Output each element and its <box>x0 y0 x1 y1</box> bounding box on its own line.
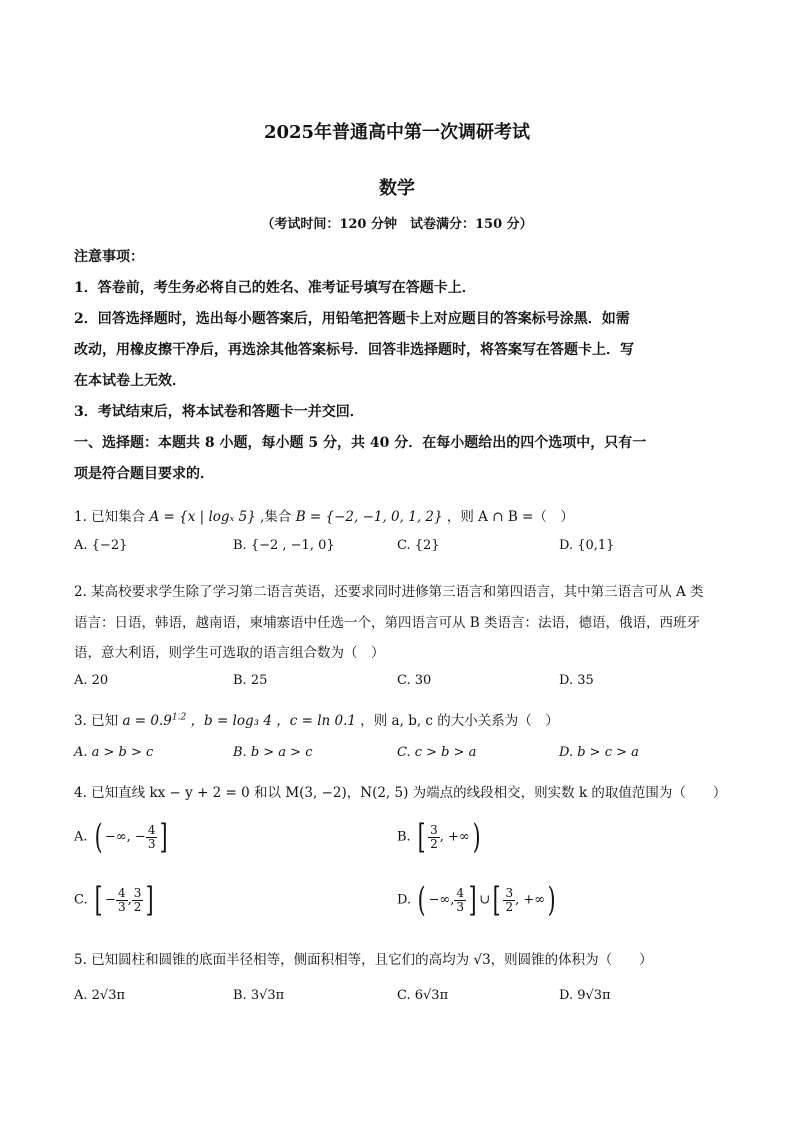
exam-title: 2025年普通高中第一次调研考试 <box>263 122 531 143</box>
q4-option-b-label: B. <box>397 829 411 845</box>
section-heading-line-1: 一、选择题：本题共 8 小题，每小题 5 分，共 40 分．在每小题给出的四个选项中，只有一 <box>74 435 647 451</box>
q4-d-fraction-1: $\frac{4}{3}$ <box>456 885 464 914</box>
left-bracket: [ <box>417 817 426 857</box>
q5-option-c: C. 6√3π <box>397 988 449 1003</box>
q5-option-d: D. 9√3π <box>559 988 611 1003</box>
q1-option-c: C. {2} <box>397 538 440 553</box>
right-bracket: ] <box>160 817 169 857</box>
question-5: 5. 已知圆柱和圆锥的底面半径相等，侧面积相等，且它们的高均为 √3，则圆锥的体积为（ ） <box>74 952 653 968</box>
q3-a-exponent: 1.2 <box>171 712 187 723</box>
q3-prefix: 3. 已知 <box>74 713 119 729</box>
q1-option-d: D. {0,1} <box>559 538 615 553</box>
left-paren: ( <box>94 817 103 857</box>
q3-a-expr: a = 0.9 <box>122 713 172 729</box>
question-1 <box>74 505 574 525</box>
q4-option-a-label: A. <box>74 829 88 845</box>
question-3 <box>74 709 559 729</box>
q4-option-c: C. [ − $\frac{4}{3}$ , $\frac{3}{2}$ ] <box>74 880 154 920</box>
note-2-line-3: 在本试卷上无效． <box>74 373 186 389</box>
q4-d-fraction-2: $\frac{3}{2}$ <box>505 885 514 914</box>
question-2-line-2: 语言：日语，韩语，越南语，柬埔寨语中任选一个，第四语言可从 B 类语言：法语，德语，俄语，西班牙 <box>74 615 701 631</box>
q1-set-b: B = {−2, −1, 0, 1, 2} <box>295 509 443 525</box>
q5-option-a: A. 2√3π <box>74 988 126 1003</box>
question-2-line-3: 语，意大利语，则学生可选取的语言组合数为（ ） <box>74 645 385 661</box>
left-paren: ( <box>417 880 426 920</box>
right-paren: ) <box>547 880 556 920</box>
q3-suffix: ，则 a, b, c 的大小关系为（ ） <box>360 713 559 729</box>
left-bracket: [ <box>94 880 103 920</box>
q1-prefix: 1. 已知集合 <box>74 509 146 525</box>
q1-suffix: ，则 A ∩ B =（ ） <box>446 509 574 525</box>
q2-option-b: B. 25 <box>233 673 268 688</box>
q1-set-a: A = {x | logₓ 5} <box>149 509 256 525</box>
left-bracket: [ <box>492 880 501 920</box>
q4-a-fraction: $\frac{4}{3}$ <box>147 822 156 851</box>
q4-option-d <box>397 880 558 920</box>
section-heading-line-2: 项是符合题目要求的． <box>74 466 214 482</box>
q4-c-fraction-2: $\frac{3}{2}$ <box>133 885 142 914</box>
note-2-line-2: 改动，用橡皮擦干净后，再选涂其他答案标号．回答非选择题时，将答案写在答题卡上．写 <box>74 342 634 358</box>
exam-time-info: （考试时间：120 分钟 试卷满分：150 分） <box>261 217 533 232</box>
q3-option-a: A. a > b > c <box>74 745 154 760</box>
q4-b-right: , +∞ <box>439 829 470 845</box>
right-bracket: ] <box>468 880 477 920</box>
q2-option-a: A. 20 <box>74 673 109 688</box>
notes-heading: 注意事项： <box>74 249 144 265</box>
right-bracket: ] <box>146 880 154 920</box>
q4-option-c-label: C. <box>74 892 88 908</box>
q3-option-c: C. c > b > a <box>397 745 477 760</box>
q2-option-c: C. 30 <box>397 673 432 688</box>
q4-b-fraction: $\frac{3}{2}$ <box>430 822 438 851</box>
q4-d-union: ∪ <box>479 892 491 908</box>
subject-title: 数学 <box>379 178 415 199</box>
q2-option-d: D. 35 <box>559 673 594 688</box>
q4-option-a <box>74 817 171 857</box>
q1-option-b: B. {−2 , −1, 0} <box>233 538 335 553</box>
question-2-line-1: 2. 某高校要求学生除了学习第二语言英语，还要求同时进修第三语言和第四语言，其中第三语言可从 A 类 <box>74 584 704 600</box>
q4-d-left: −∞, <box>428 892 455 908</box>
q4-a-left: −∞, − <box>104 829 146 845</box>
note-2-line-1: 2．回答选择题时，选出每小题答案后，用铅笔把答题卡上对应题目的答案标号涂黑．如需 <box>74 311 630 327</box>
right-paren: ) <box>472 817 481 857</box>
q4-c-minus: − <box>105 892 116 908</box>
q1-mid: ,集合 <box>260 509 292 525</box>
q4-c-fraction-1: $\frac{4}{3}$ <box>117 885 126 914</box>
note-1: 1．答卷前，考生务必将自己的姓名、准考证号填写在答题卡上． <box>74 280 476 296</box>
note-3: 3．考试结束后，将本试卷和答题卡一并交回． <box>74 404 364 420</box>
q3-option-d: D. b > c > a <box>559 745 639 760</box>
q4-option-b <box>397 817 483 857</box>
q1-option-a: A. {−2} <box>74 538 128 553</box>
q4-option-d-label: D. <box>397 892 412 908</box>
q3-b-expr: ，b = log₃ 4 <box>190 713 272 729</box>
question-4: 4. 已知直线 kx − y + 2 = 0 和以 M(3, −2)，N(2, 5) 为端点的线段相交，则实数 k 的取值范围为（ ） <box>74 785 727 801</box>
q4-d-right: , +∞ <box>515 892 546 908</box>
q5-option-b: B. 3√3π <box>233 988 285 1003</box>
q3-option-b: B. b > a > c <box>233 745 313 760</box>
q3-c-expr: ，c = ln 0.1 <box>276 713 356 729</box>
